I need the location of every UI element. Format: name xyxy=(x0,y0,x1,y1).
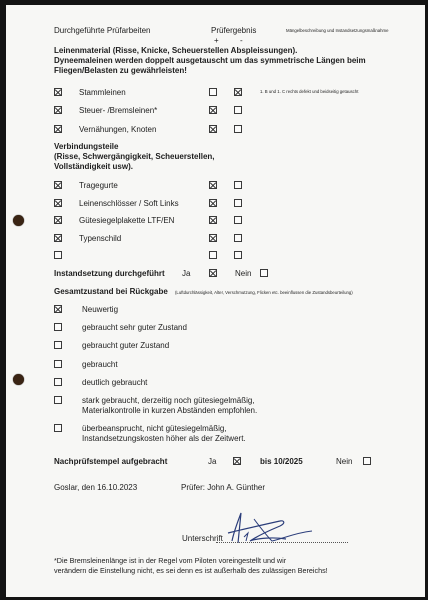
leinen-title-line1: Leinenmaterial (Risse, Knicke, Scheuerstellen Abspleissungen). xyxy=(54,46,298,55)
header-minus: - xyxy=(240,36,243,45)
empty-row-minus-checkbox[interactable] xyxy=(234,251,242,259)
verbindung-checkbox-typenschild[interactable] xyxy=(54,234,62,242)
vernaehungen-minus-checkbox[interactable] xyxy=(234,125,242,133)
verbindung-title-line2: (Risse, Schwergängigkeit, Scheuerstellen, xyxy=(54,152,215,161)
verbindung-label-leinenschloesser: Leinenschlösser / Soft Links xyxy=(79,199,179,208)
stammleinen-note: 1. B und 1. C rechts defekt und beidseitig getauscht xyxy=(260,89,359,94)
typenschild-plus-checkbox[interactable] xyxy=(209,234,217,242)
zustand-checkbox-neuwertig[interactable] xyxy=(54,305,62,313)
zustand-label-ueberbeansprucht-line2: Instandsetzungskosten höher als der Zeitwert. xyxy=(82,434,246,443)
bremsleinen-plus-checkbox[interactable] xyxy=(209,106,217,114)
zustand-label-sehr-gut: gebraucht sehr guter Zustand xyxy=(82,323,187,332)
leinen-label-bremsleinen: Steuer- /Bremsleinen* xyxy=(79,106,158,115)
zustand-label-stark-line1: stark gebraucht, derzeitig noch gütesiegelmäßig, xyxy=(82,396,255,405)
stammleinen-minus-checkbox[interactable] xyxy=(234,88,242,96)
header-plus: + xyxy=(214,36,219,45)
unterschrift-label: Unterschrift xyxy=(182,534,223,543)
tragegurte-minus-checkbox[interactable] xyxy=(234,181,242,189)
verbindung-checkbox-guetesiegel[interactable] xyxy=(54,216,62,224)
leinenschloesser-minus-checkbox[interactable] xyxy=(234,199,242,207)
punch-hole-upper xyxy=(13,215,24,226)
zustand-checkbox-sehr-gut[interactable] xyxy=(54,323,62,331)
footnote-line2: verändern die Einstellung nicht, es sei denn es ist außerhalb des zulässigen Bereichs! xyxy=(54,566,328,575)
leinen-label-vernaehungen: Vernähungen, Knoten xyxy=(79,125,157,134)
ort-datum: Goslar, den 16.10.2023 xyxy=(54,483,138,492)
vernaehungen-plus-checkbox[interactable] xyxy=(209,125,217,133)
instandsetzung-nein-label: Nein xyxy=(235,269,252,278)
guetesiegel-plus-checkbox[interactable] xyxy=(209,216,217,224)
zustand-checkbox-gebraucht[interactable] xyxy=(54,360,62,368)
verbindung-checkbox-leinenschloesser[interactable] xyxy=(54,199,62,207)
pruefer-name: Prüfer: John A. Günther xyxy=(181,483,266,492)
verbindung-checkbox-empty[interactable] xyxy=(54,251,62,259)
punch-hole-lower xyxy=(13,374,24,385)
tragegurte-plus-checkbox[interactable] xyxy=(209,181,217,189)
header-col-maengel: Mängelbeschreibung und Instandsetzungsmaßnahme xyxy=(286,28,389,33)
leinen-checkbox-bremsleinen[interactable] xyxy=(54,106,62,114)
leinen-checkbox-stammleinen[interactable] xyxy=(54,88,62,96)
leinen-title-line2: Dyneemaleinen werden doppelt ausgetauscht um das symmetrische Längen beim xyxy=(54,56,366,65)
zustand-checkbox-gut[interactable] xyxy=(54,341,62,349)
header-col-pruefergebnis: Prüfergebnis xyxy=(211,26,257,35)
guetesiegel-minus-checkbox[interactable] xyxy=(234,216,242,224)
instandsetzung-nein-checkbox[interactable] xyxy=(260,269,268,277)
verbindung-checkbox-tragegurte[interactable] xyxy=(54,181,62,189)
nachpruef-nein-label: Nein xyxy=(336,457,353,466)
leinen-checkbox-vernaehungen[interactable] xyxy=(54,125,62,133)
header-col-pruefarbeiten: Durchgeführte Prüfarbeiten xyxy=(54,26,151,35)
nachpruef-ja-label: Ja xyxy=(208,457,217,466)
bremsleinen-minus-checkbox[interactable] xyxy=(234,106,242,114)
zustand-label-deutlich: deutlich gebraucht xyxy=(82,378,148,387)
zustand-checkbox-deutlich[interactable] xyxy=(54,378,62,386)
nachpruef-bis-label: bis 10/2025 xyxy=(260,457,303,466)
verbindung-label-tragegurte: Tragegurte xyxy=(79,181,118,190)
gesamt-title: Gesamtzustand bei Rückgabe xyxy=(54,287,168,296)
zustand-checkbox-stark[interactable] xyxy=(54,396,62,404)
leinen-title-line3: Fliegen/Belasten zu gewährleisten! xyxy=(54,66,187,75)
empty-row-plus-checkbox[interactable] xyxy=(209,251,217,259)
verbindung-label-typenschild: Typenschild xyxy=(79,234,122,243)
nachpruef-label: Nachprüfstempel aufgebracht xyxy=(54,457,168,466)
document-page xyxy=(6,5,425,597)
zustand-label-ueberbeansprucht-line1: überbeansprucht, nicht gütesiegelmäßig, xyxy=(82,424,227,433)
instandsetzung-label: Instandsetzung durchgeführt xyxy=(54,269,165,278)
stammleinen-plus-checkbox[interactable] xyxy=(209,88,217,96)
footnote-line1: *Die Bremsleinenlänge ist in der Regel vom Piloten voreingestellt und wir xyxy=(54,556,287,565)
zustand-label-neuwertig: Neuwertig xyxy=(82,305,119,314)
nachpruef-ja-checkbox[interactable] xyxy=(233,457,241,465)
instandsetzung-ja-label: Ja xyxy=(182,269,191,278)
gesamt-subtitle: (Luftdurchlässigkeit, Alter, Verschmutzung, Flicken etc. beeinflussen die Zustandsbeurteilung) xyxy=(175,290,353,295)
leinen-label-stammleinen: Stammleinen xyxy=(79,88,126,97)
nachpruef-nein-checkbox[interactable] xyxy=(363,457,371,465)
zustand-label-gebraucht: gebraucht xyxy=(82,360,118,369)
signature-line xyxy=(216,542,348,543)
leinenschloesser-plus-checkbox[interactable] xyxy=(209,199,217,207)
zustand-label-stark-line2: Materialkontrolle in kurzen Abständen empfohlen. xyxy=(82,406,258,415)
verbindung-title-line3: Vollständigkeit usw). xyxy=(54,162,133,171)
verbindung-title-line1: Verbindungsteile xyxy=(54,142,119,151)
zustand-checkbox-ueberbeansprucht[interactable] xyxy=(54,424,62,432)
verbindung-label-guetesiegel: Gütesiegelplakette LTF/EN xyxy=(79,216,175,225)
typenschild-minus-checkbox[interactable] xyxy=(234,234,242,242)
instandsetzung-ja-checkbox[interactable] xyxy=(209,269,217,277)
zustand-label-gut: gebraucht guter Zustand xyxy=(82,341,170,350)
